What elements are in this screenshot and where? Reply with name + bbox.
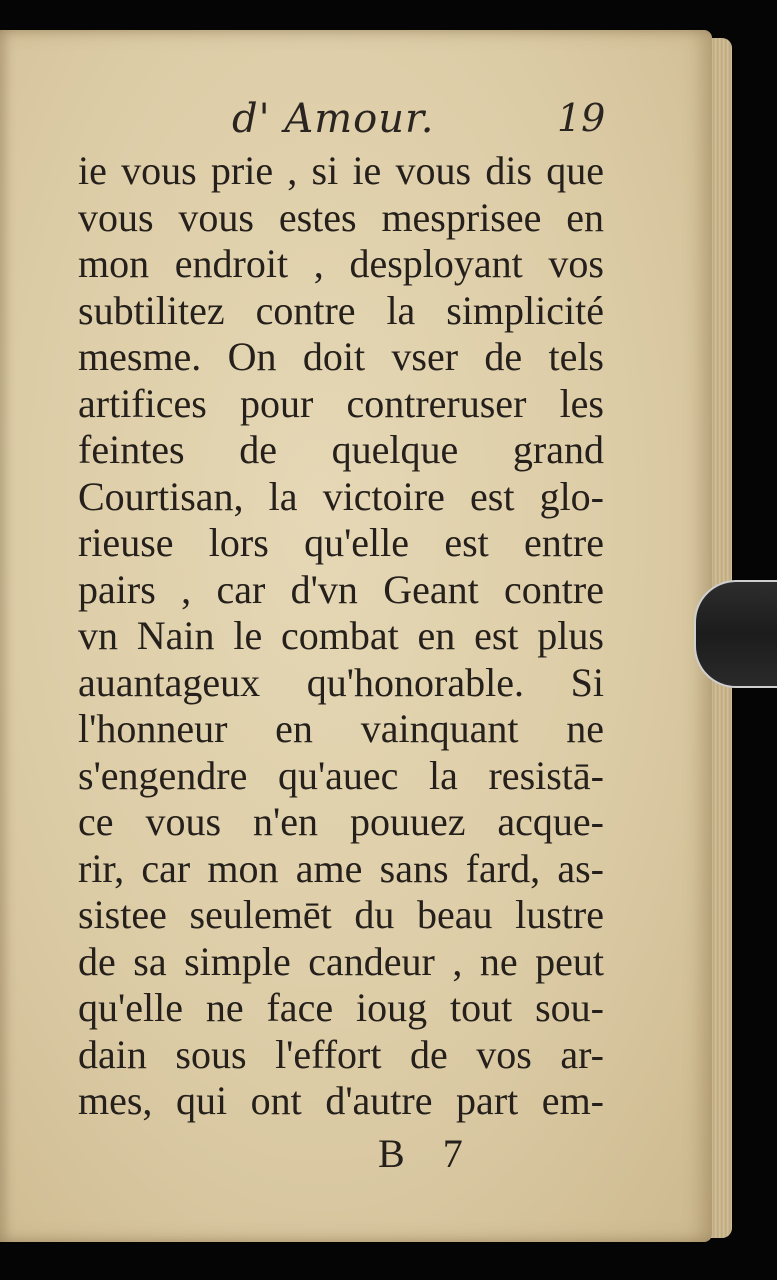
text-line: Courtisan, la victoire est glo- [78, 473, 604, 519]
text-line: feintes de quelque grand [78, 427, 604, 472]
signature-letter: B [378, 1131, 409, 1176]
text-line: ie vous prie , si ie vous dis que [78, 148, 604, 193]
text-line: rieuse lors qu'elle est entre [78, 520, 604, 565]
text-line: mon endroit , desployant vos [78, 241, 604, 286]
text-line: auantageux qu'honorable. Si [78, 659, 604, 705]
text-line: qu'elle ne face ioug tout sou- [78, 985, 604, 1030]
text-line: vous vous estes mesprisee en [78, 194, 604, 240]
text-line: artifices pour contreruser les [78, 380, 604, 426]
text-line: mesme. On doit vser de tels [78, 334, 604, 379]
page-tab [694, 580, 777, 688]
body-text [78, 148, 604, 1125]
text-line: rir, car mon ame sans fard, as- [78, 845, 604, 891]
running-title: d' Amour. [232, 96, 435, 142]
text-line: subtilitez contre la simplicité [78, 287, 604, 333]
signature-mark [378, 1130, 501, 1177]
text-line: sistee seulemēt du beau lustre [78, 892, 604, 937]
signature-number: 7 [442, 1131, 467, 1176]
page-number: 19 [557, 96, 606, 140]
text-line: ce vous n'en pouuez acque- [78, 799, 604, 844]
text-line: de sa simple candeur , ne peut [78, 938, 604, 984]
page-header [0, 96, 712, 156]
text-line: l'honneur en vainquant ne [78, 706, 604, 751]
text-line: dain sous l'effort de vos ar- [78, 1031, 604, 1077]
text-line: vn Nain le combat en est plus [78, 613, 604, 658]
text-line: pairs , car d'vn Geant contre [78, 566, 604, 612]
text-line: s'engendre qu'auec la resistā- [78, 752, 604, 798]
text-line: mes, qui ont d'autre part em- [78, 1078, 604, 1123]
